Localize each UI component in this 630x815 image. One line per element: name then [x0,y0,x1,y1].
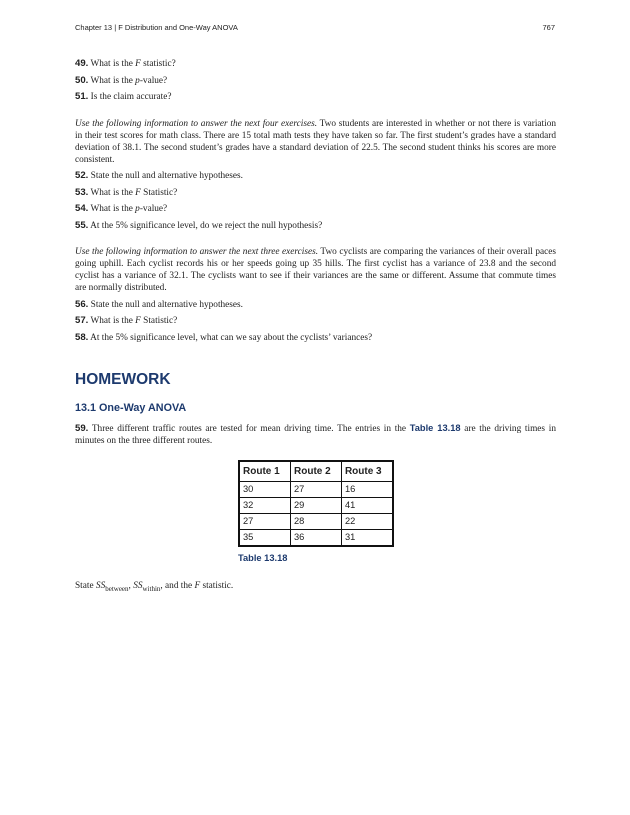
table-cell: 41 [341,497,393,513]
intro-text: Two cyclists are comparing the variances of their overall paces going uphill. Each cyclist records his or her speeds going up 35 hills. The first cyclist has a variance of 23.8 and the second cyclist has a variance of 32.1. The cyclists want to see if their variances are the same or different. Assume that commute times are normally distributed. [75,247,556,293]
table-cell: 30 [239,481,291,497]
table-header-cell: Route 3 [341,461,393,482]
question-symbol: p [135,204,140,214]
question-text: -value? [139,204,168,214]
table-cell: 27 [291,481,342,497]
question-item [75,332,556,344]
ss-symbol: SS [95,580,106,591]
question-number: 56. [75,298,89,310]
table-cell: 16 [341,481,393,497]
table-header-cell: Route 2 [291,461,342,482]
question-group-b [75,170,556,232]
question-text: Statistic? [140,187,178,198]
table-cell: 31 [341,529,393,546]
ss-symbol: SS [133,580,143,591]
chapter-separator: | [112,23,119,32]
f-symbol: F [194,580,201,591]
table-row [239,497,393,513]
question-text: State the null and alternative hypotheses. [90,171,243,181]
question-text: What is the [90,59,136,69]
table-caption: Table 13.18 [238,552,288,563]
question-number: 49. [75,58,89,69]
table-header-cell: Route 1 [239,461,291,482]
exercise-intro-students [75,118,556,166]
question-text: statistic? [140,59,176,69]
question-number: 51. [75,91,89,102]
question-59 [75,422,556,447]
question-text: Statistic? [140,316,178,326]
table-cell: 27 [239,513,291,529]
question-group-a [75,58,556,103]
table-reference-link[interactable]: Table 13.18 [409,422,461,433]
table-row [239,481,393,497]
question-symbol: p [135,75,140,86]
question-text: State the null and alternative hypotheses. [90,299,243,310]
page-content [75,58,556,594]
question-item [75,315,556,327]
table-header-row [239,461,393,482]
question-number: 53. [75,186,89,198]
state-instruction [75,580,556,595]
question-text: are the driving times in minutes on the three different routes. [75,423,556,446]
table-cell: 29 [291,497,342,513]
table-cell: 32 [239,497,291,513]
question-item [75,170,556,182]
question-item [75,187,556,199]
text: State [75,580,96,591]
table-body [239,481,393,546]
chapter-label: Chapter 13 [75,23,113,32]
question-symbol: F [135,316,141,326]
question-item [75,299,556,311]
table-cell: 22 [341,513,393,529]
question-text: What is the [90,75,136,86]
question-number: 52. [75,170,89,181]
question-number: 58. [75,331,89,343]
table-row [239,529,393,546]
question-item [75,91,556,103]
question-number: 59. [75,422,89,434]
question-number: 57. [75,315,89,326]
question-group-c [75,299,556,344]
question-text: At the 5% significance level, what can we say about the cyclists’ variances? [90,332,373,343]
question-text: What is the [90,204,136,214]
question-text: Three different traffic routes are tested for mean driving time. The entries in the [88,423,410,434]
exercise-intro-cyclists [75,246,556,294]
subscript-between: between [105,584,129,593]
question-text: What is the [90,187,136,198]
table-cell: 28 [291,513,342,529]
question-text: Is the claim accurate? [90,92,172,102]
table-wrapper [238,460,394,563]
intro-text: Two students are interested in whether or not there is variation in their test scores for math class. There are 15 total math tests they have taken so far. The first student’s grades have a standard deviation of 38.1. The second student’s grades have a standard deviation of 22.5. The second student thinks his scores are more consistent. [75,118,556,165]
intro-italic: Use the following information to answer the next three exercises. [75,247,319,257]
question-item [75,203,556,215]
intro-italic: Use the following information to answer the next four exercises. [75,118,318,129]
question-symbol: F [135,59,141,69]
chapter-title: F Distribution and One-Way ANOVA [118,23,238,32]
question-number: 55. [75,219,89,231]
question-text: -value? [139,75,168,86]
driving-times-table [238,460,394,547]
homework-heading: HOMEWORK [75,370,171,388]
section-heading: 13.1 One-Way ANOVA [75,401,187,414]
text: , and the [160,580,195,591]
question-item [75,220,556,232]
text: statistic. [200,580,234,591]
question-item [75,75,556,87]
question-number: 50. [75,74,89,86]
question-number: 54. [75,203,89,214]
table-row [239,513,393,529]
question-text: At the 5% significance level, do we reject the null hypothesis? [90,220,323,231]
question-item [75,58,556,70]
question-text: What is the [90,316,136,326]
page-header [75,23,555,32]
page-number: 767 [542,23,555,32]
table-cell: 36 [291,529,342,546]
table-cell: 35 [239,529,291,546]
text: , [128,580,134,591]
subscript-within: within [142,584,161,593]
question-symbol: F [135,187,141,198]
